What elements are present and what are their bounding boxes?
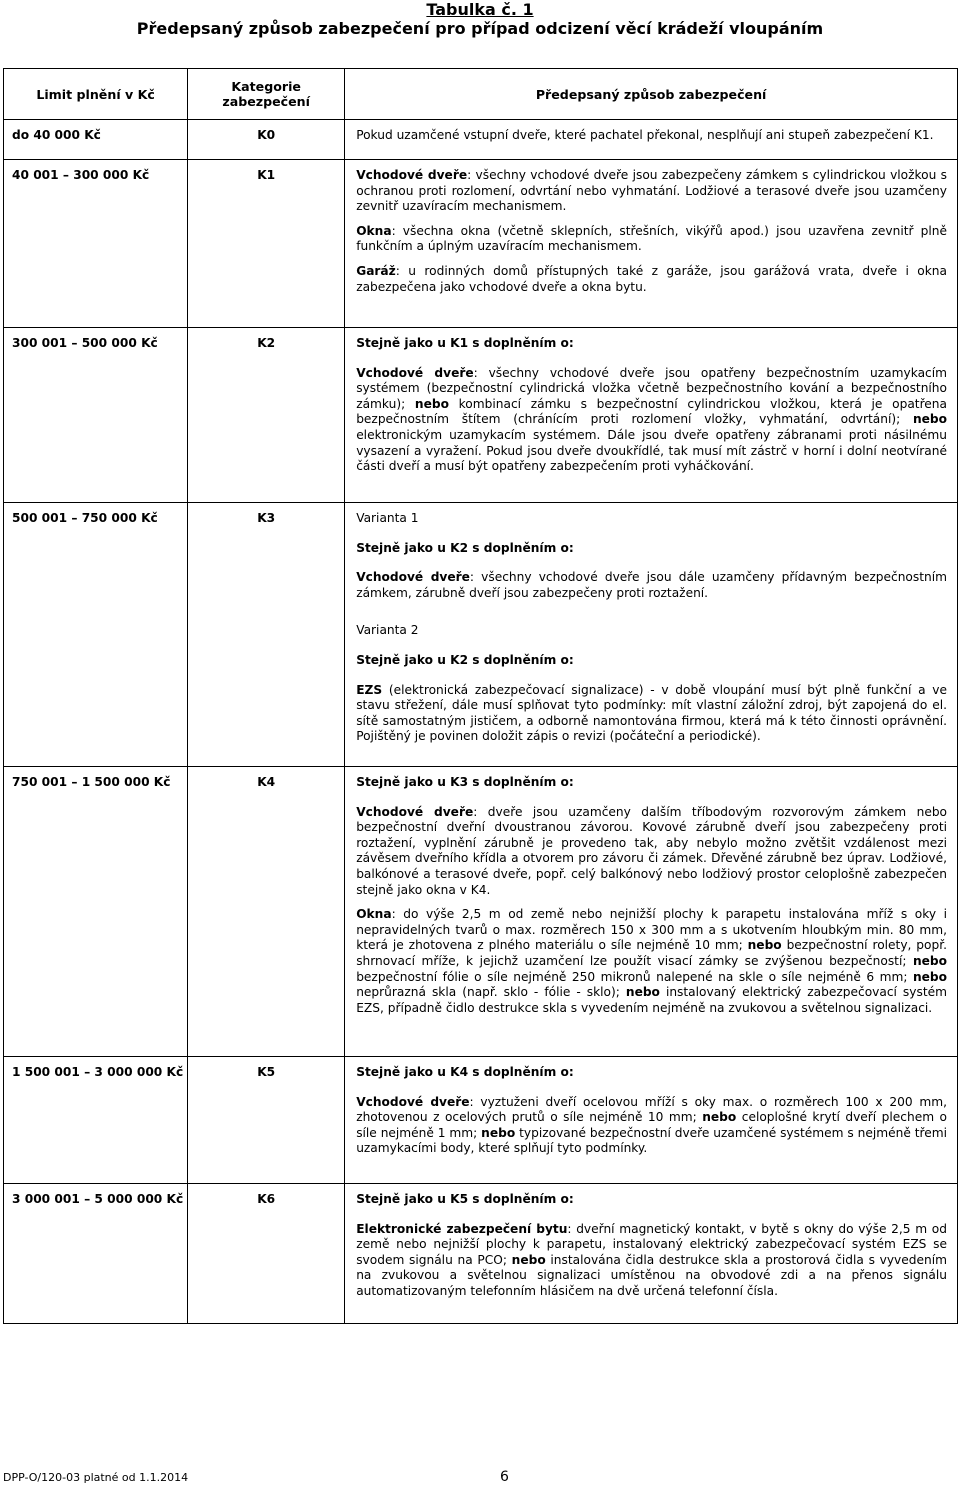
method-cell — [345, 1184, 958, 1324]
category-cell: K1 — [188, 160, 345, 328]
or-word: nebo — [912, 953, 947, 968]
page-header — [0, 0, 960, 38]
header-category-line2: zabezpečení — [222, 94, 310, 109]
or-word: nebo — [747, 938, 782, 953]
or-word: nebo — [414, 396, 449, 411]
paragraph-doors — [356, 805, 947, 899]
page-title: Předepsaný způsob zabezpečení pro případ odcizení věcí krádeží vloupáním — [136, 19, 824, 38]
text-windows: : do výše 2,5 m od země nebo nejnižší plochy k parapetu instalována mříž s oky i nepravidelných tvarů o max. rozměrech 150 x 300 mm a s ukotvením hloubkým min. 80 mm, která je zhotovena z plného materiálu o síle nejméně 10 mm; — [356, 907, 947, 953]
text-doors: : vyztuženi dveří ocelovou mříží s oky max. o rozměrech 100 x 200 mm, zhotovenou z ocelových prutů o síle nejméně 10 mm; — [356, 1094, 947, 1125]
footer-doc-id: DPP-O/120-03 platné od 1.1.2014 — [3, 1471, 189, 1484]
method-cell — [345, 160, 958, 328]
label-doors: Vchodové dveře — [356, 1094, 470, 1109]
table-row — [4, 1184, 958, 1324]
method-cell — [345, 503, 958, 767]
or-word: nebo — [912, 412, 947, 427]
text-doors: celoplošné krytí dveří plechem o síle nejméně 1 mm; — [356, 1110, 947, 1140]
text-doors: : všechny vchodové dveře jsou opatřeny bezpečnostním uzamykacím systémem (bezpečnostní cylindrická vložka včetně bezpečnostního kování a bezpečnostního zámku); — [356, 365, 948, 411]
variant-2-label: Varianta 2 — [356, 623, 419, 638]
label-doors: Vchodové dveře — [356, 804, 474, 819]
header-method: Předepsaný způsob zabezpečení — [345, 69, 958, 120]
table-row — [4, 120, 958, 160]
paragraph-heading: Stejně jako u K1 s doplněním o: — [356, 336, 574, 350]
table-number: Tabulka č. 1 — [426, 0, 534, 19]
text-electronic: : dveřní magnetický kontakt, v bytě s okny do výše 2,5 m od země nebo nejnižší plochy k parapetu, instalovaný elektrický zabezpečovací systém EZS se svodem signálu na PCO; — [356, 1221, 947, 1267]
variant-2-heading: Stejně jako u K2 s doplněním o: — [356, 652, 574, 667]
page-number: 6 — [500, 1469, 509, 1485]
text-windows: instalovaný elektrický zabezpečovací systém EZS, případně čidlo destrukce skla s vyvedením nejméně na zvukovou a světelnou signalizaci. — [356, 985, 947, 1015]
method-cell — [345, 328, 958, 503]
paragraph-windows — [356, 907, 947, 1016]
label-doors: Vchodové dveře — [356, 570, 470, 585]
header-category-line1: Kategorie — [231, 79, 301, 94]
paragraph-doors — [356, 168, 947, 215]
text-garage: : u rodinných domů přístupných také z garáže, jsou garážová vrata, dveře i okna zabezpečena jako vchodové dveře a okna bytu. — [356, 263, 947, 294]
text-electronic: instalována čidla destrukce skla a prostorová čidla s vyvedením na zvukovou a světelnou signalizaci umístěnou na obvodové zdi a na přenos signálu automatizovaným telefonním hlásičem na dvě určená telefonní čísla. — [356, 1252, 947, 1298]
category-cell: K4 — [188, 767, 345, 1057]
table-row — [4, 160, 958, 328]
text-windows: bezpečnostní fólie o síle nejméně 250 mikronů nalepené na skle o síle nejméně 6 mm; — [356, 969, 913, 984]
or-word: nebo — [912, 969, 947, 984]
table-header-row — [4, 69, 958, 120]
method-cell — [345, 120, 958, 160]
limit-cell: 750 001 – 1 500 000 Kč — [4, 767, 188, 1057]
label-garage: Garáž — [356, 263, 396, 278]
or-word: nebo — [625, 985, 660, 1000]
paragraph-heading: Stejně jako u K5 s doplněním o: — [356, 1192, 574, 1206]
text-doors: : všechny vchodové dveře jsou dále uzamčeny přídavným bezpečnostním zámkem, zárubně dveří jsou zabezpečeny proti roztažení. — [356, 570, 948, 600]
limit-cell: 1 500 001 – 3 000 000 Kč — [4, 1057, 188, 1184]
text-doors: typizované bezpečnostní dveře uzamčené systémem s nejméně třemi uzamykacími body, které splňují tyto podmínky. — [356, 1125, 948, 1156]
text-doors: kombinací zámku s bezpečnostní cylindrickou vložkou, která je opatřena bezpečnostním štítem (chránícím proti rozlomení vložky, vyhmatání, odvrtání); — [356, 396, 947, 427]
category-cell: K0 — [188, 120, 345, 160]
or-word: nebo — [511, 1252, 546, 1267]
category-cell: K3 — [188, 503, 345, 767]
limit-cell: 500 001 – 750 000 Kč — [4, 503, 188, 767]
text-doors: elektronickým uzamykacím systémem. Dále jsou dveře opatřeny zábranami proti násilnému vysazení a vyražení. Pokud jsou dveře dvoukřídlé, tak musí mít zástrč v horní i dolní neotvírané části dveří a musí být opatřeny zabezpečením proti vyháčkování. — [356, 427, 947, 474]
paragraph-garage — [356, 264, 947, 295]
limit-cell: do 40 000 Kč — [4, 120, 188, 160]
text-windows: neprůrazná skla (např. sklo - fólie - sklo); — [356, 985, 626, 1000]
label-ezs: EZS — [356, 682, 383, 697]
category-cell: K2 — [188, 328, 345, 503]
text-doors: : všechny vchodové dveře jsou zabezpečeny zámkem s cylindrickou vložkou s ochranou proti rozlomení, odvrtání nebo vyhmatání. Lodžiové a terasové dveře jsou uzamčeny zevnitř uzavíracím mechanismem. — [356, 168, 947, 214]
label-doors: Vchodové dveře — [356, 365, 474, 380]
or-word: nebo — [702, 1110, 737, 1125]
method-cell — [345, 767, 958, 1057]
header-limit: Limit plnění v Kč — [4, 69, 188, 120]
table-row — [4, 767, 958, 1057]
label-windows: Okna — [356, 907, 392, 922]
variant-1-heading: Stejně jako u K2 s doplněním o: — [356, 540, 574, 555]
text-windows: bezpečnostní rolety, popř. shrnovací mříže, k jejichž uzamčení lze použít visací zámky se zvýšenou bezpečností; — [356, 938, 947, 968]
table-row — [4, 328, 958, 503]
text-windows: : všechna okna (včetně sklepních, střešních, vikýřů apod.) jsou uzavřena zevnitř plně funkčním a úplným uzavíracím mechanismem. — [356, 223, 947, 254]
limit-cell: 3 000 001 – 5 000 000 Kč — [4, 1184, 188, 1324]
category-cell: K6 — [188, 1184, 345, 1324]
header-category — [188, 69, 345, 120]
paragraph-doors — [356, 366, 947, 475]
paragraph-electronic — [356, 1222, 947, 1300]
limit-cell: 300 001 – 500 000 Kč — [4, 328, 188, 503]
table-row — [4, 503, 958, 767]
paragraph-heading: Stejně jako u K3 s doplněním o: — [356, 775, 574, 789]
text-ezs: (elektronická zabezpečovací signalizace) - v době vloupání musí být plně funkční a ve stavu střežení, dále musí splňovat tyto podmínky: mít vlastní záložní zdroj, být zapojená do el. sítě samostatným jističem, a odborně namontována firmou, která má k této činnosti oprávnění. Pojištěný je povinen doložit zápis o revizi (počáteční a periodické). — [356, 682, 947, 744]
limit-cell: 40 001 – 300 000 Kč — [4, 160, 188, 328]
label-windows: Okna — [356, 223, 392, 238]
variant-1-text — [356, 570, 947, 601]
variant-1-label: Varianta 1 — [356, 511, 419, 525]
label-doors: Vchodové dveře — [356, 168, 468, 182]
text-doors: : dveře jsou uzamčeny dalším tříbodovým rozvorovým zámkem nebo bezpečnostní dveřní dvoustranou závorou. Kovové zárubně dveří jsou zabezpečeny proti roztažení, vyplnění zárubně je provedeno tak, aby nebylo možno zvětšit vzdálenost mezi závěsem dveřního křídla a otvorem pro závoru či zámek. Dřevěné zárubně bez úprav. Lodžiové, balkónové a terasové dveře, popř. celý balkónový nebo lodžiový prostor celoplošně zabezpečen stejně jako okna v K4. — [356, 804, 948, 897]
paragraph-windows — [356, 224, 947, 255]
category-cell: K5 — [188, 1057, 345, 1184]
variant-2-text — [356, 683, 947, 745]
label-electronic: Elektronické zabezpečení bytu — [356, 1221, 568, 1236]
method-text: Pokud uzamčené vstupní dveře, které pachatel překonal, nesplňují ani stupeň zabezpečení K1. — [356, 128, 934, 142]
or-word: nebo — [481, 1125, 516, 1140]
method-cell — [345, 1057, 958, 1184]
paragraph-doors — [356, 1095, 947, 1157]
security-table — [3, 68, 958, 1324]
paragraph-heading: Stejně jako u K4 s doplněním o: — [356, 1065, 574, 1079]
table-row — [4, 1057, 958, 1184]
